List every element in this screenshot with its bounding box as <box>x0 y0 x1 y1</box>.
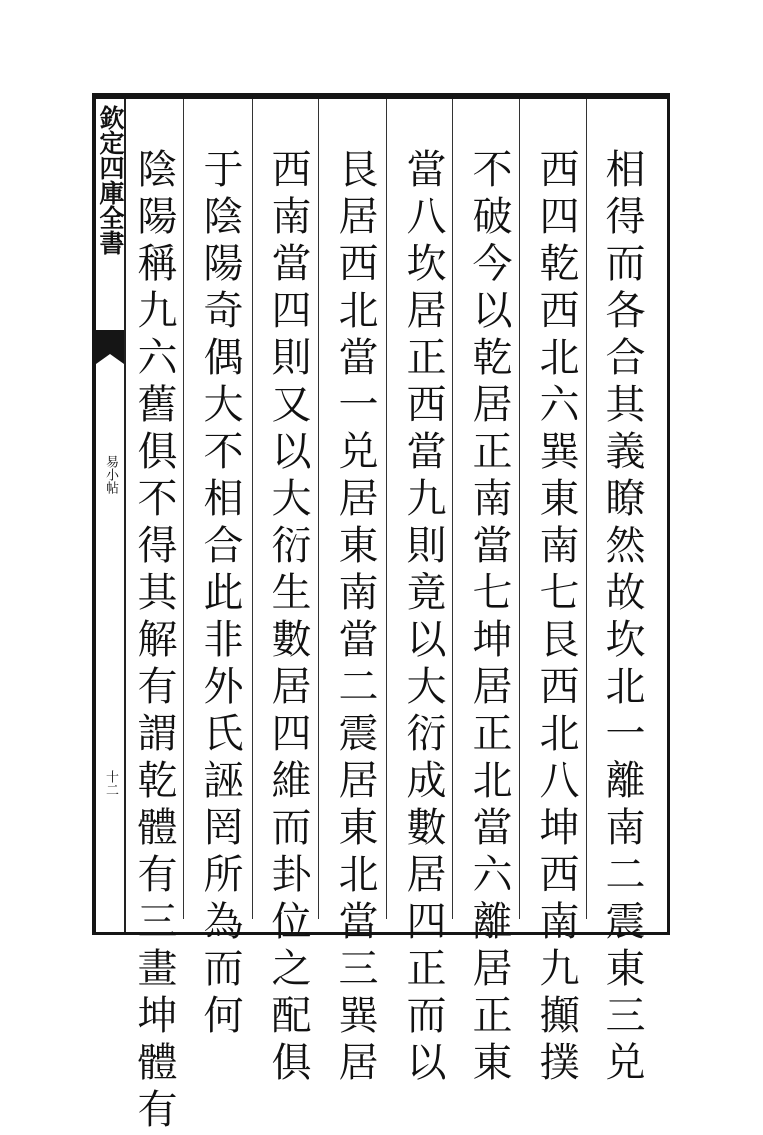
column-rule <box>519 99 520 919</box>
column-rule <box>252 99 253 919</box>
text-column-7: 于陰陽奇偶大不相合此非外氏誣罔所為而何 <box>197 148 243 1041</box>
text-column-5: 艮居西北當一兑居東南當二震居東北當三巽居 <box>332 148 378 1088</box>
text-column-2: 西四乾西北六巽東南七艮西北八坤西南九攧撲 <box>533 148 579 1088</box>
text-column-8: 陰陽稱九六舊俱不得其解有謂乾體有三畫坤體有 <box>131 148 177 1135</box>
text-column-1: 相得而各合其義瞭然故坎北一離南二震東三兑 <box>599 148 645 1088</box>
margin-page-number: 十二 <box>103 770 118 796</box>
text-column-6: 西南當四則又以大衍生數居四維而卦位之配俱 <box>265 148 311 1088</box>
fishtail-mark-icon <box>96 330 124 366</box>
margin-section-title: 易小帖 <box>103 455 118 494</box>
text-column-3: 不破今以乾居正南當七坤居正北當六離居正東 <box>466 148 512 1088</box>
text-column-4: 當八坎居正西當九則竟以大衍成數居四正而以 <box>400 148 446 1088</box>
column-rule <box>586 99 587 919</box>
column-rule <box>318 99 319 919</box>
margin-book-title: 欽定四庫全書 <box>96 105 125 255</box>
column-rule <box>386 99 387 919</box>
